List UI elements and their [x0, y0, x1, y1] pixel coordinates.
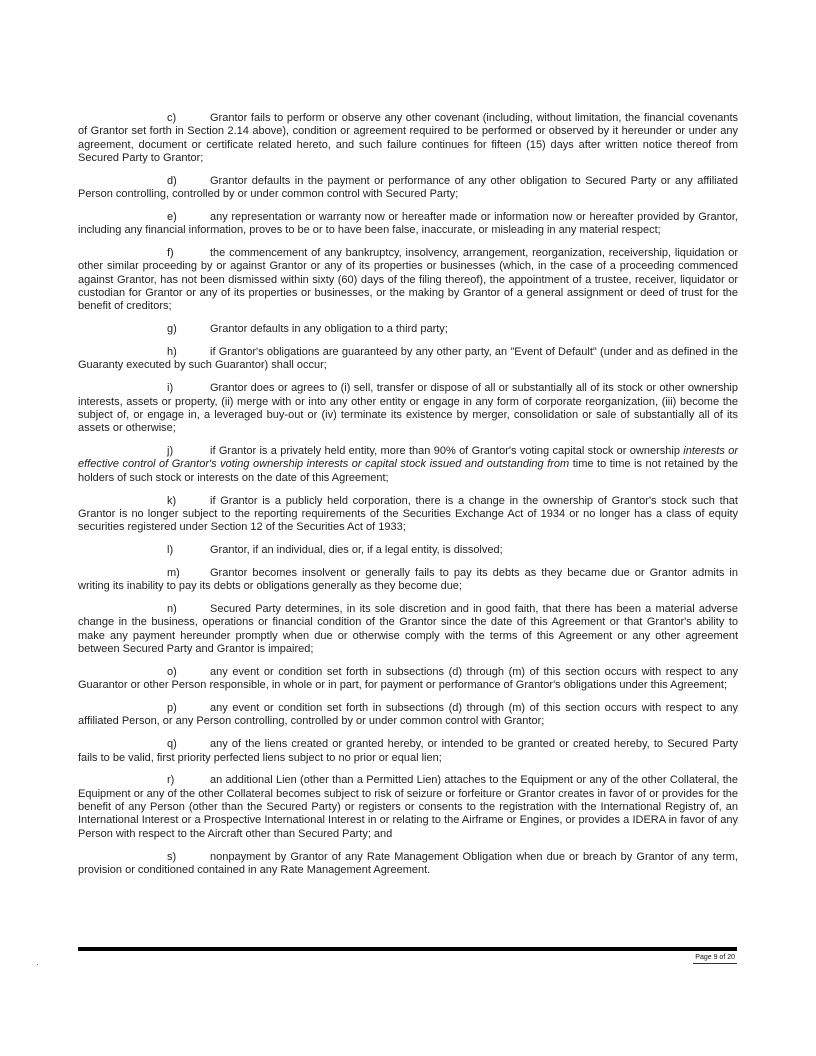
- clause-i: [78, 382, 738, 435]
- clause-label: c): [167, 112, 177, 124]
- clause-label: f): [167, 247, 174, 260]
- clause-label: e): [167, 210, 177, 223]
- clause-l: [78, 544, 738, 557]
- page-number-label: Page 9 of 20: [693, 953, 737, 964]
- clause-text: interests or effective control of Grantor's voting ownership interests or capital stock issued and outstanding from: [78, 445, 738, 471]
- footer-divider: [78, 947, 737, 951]
- clause-m: [78, 567, 738, 594]
- clause-text: if Grantor is a privately held entity, more than 90% of Grantor's voting capital stock or ownership: [210, 445, 684, 458]
- clause-d: [78, 175, 738, 202]
- scan-artifact-dot: .: [36, 957, 39, 968]
- clause-label: j): [167, 445, 174, 458]
- clause-label: n): [167, 603, 177, 616]
- clause-c: [78, 112, 738, 165]
- clause-text: Grantor, if an individual, dies or, if a legal entity, is dissolved;: [210, 544, 503, 557]
- clause-label: o): [167, 665, 177, 678]
- clause-text: any of the liens created or granted hereby, or intended to be granted or created hereby, to Secured Party fails to be valid, first priority perfected liens subject to no prior or equal lien;: [78, 738, 738, 764]
- clause-label: r): [167, 774, 175, 787]
- clause-g: [78, 323, 738, 336]
- clause-label: i): [167, 382, 174, 395]
- clause-text: nonpayment by Grantor of any Rate Management Obligation when due or breach by Grantor of any term, provision or conditioned contained in any Rate Management Agreement.: [78, 850, 738, 876]
- clause-label: k): [167, 494, 177, 507]
- clause-text: any event or condition set forth in subsections (d) through (m) of this section occurs with respect to any Guarantor or other Person responsible, in whole or in part, for payment or performance of Grantor's obligations under this Agreement;: [78, 665, 738, 692]
- clause-text: Grantor defaults in the payment or performance of any other obligation to Secured Party or any affiliated Person controlling, controlled by or under common control with Secured Party;: [78, 174, 738, 201]
- clause-j: [78, 445, 738, 485]
- clause-text: Grantor fails to perform or observe any other covenant (including, without limitation, the financial covenants of Grantor set forth in Section 2.14 above), condition or agreement required to be performed or observed by it hereunder or under any agreement, document or certificate related hereto, and such failure continues for fifteen (15) days after written notice thereof from Secured Party to Grantor;: [78, 112, 738, 164]
- clause-text: time to time is not retained by the holders of such stock or interests on the date of this Agreement;: [78, 458, 738, 484]
- clause-label: d): [167, 174, 177, 187]
- clause-e: [78, 211, 738, 238]
- clause-label: s): [167, 850, 177, 863]
- clause-text: any representation or warranty now or hereafter made or information now or hereafter provided by Grantor, including any financial information, proves to be or to have been false, inaccurate, or misleading in any material respect;: [78, 210, 738, 237]
- clause-h: [78, 346, 738, 373]
- clause-text: Grantor becomes insolvent or generally fails to pay its debts as they became due or Grantor admits in writing its inability to pay its debts or obligations generally as they become due;: [78, 566, 738, 593]
- clause-text: if Grantor's obligations are guaranteed by any other party, an "Event of Default" (under and as defined in the Guaranty executed by such Guarantor) shall occur;: [78, 346, 738, 372]
- clause-n: [78, 603, 738, 656]
- clause-text: if Grantor is a publicly held corporation, there is a change in the ownership of Grantor's stock such that Grantor is no longer subject to the reporting requirements of the Securities Exchange Act of 1934 or no longer has a class of equity securities registered under Section 12 of the Securities Act of 1933;: [78, 494, 738, 534]
- document-body: [78, 112, 738, 887]
- clause-k: [78, 495, 738, 535]
- clause-o: [78, 666, 738, 693]
- clause-text: Grantor does or agrees to (i) sell, transfer or dispose of all or substantially all of its stock or other ownership interests, assets or property, (ii) merge with or into any other entity or engage in any form of corporate reorganization, (iii) become the subject of, or engage in, a leveraged buy-out or (iv) terminate its existence by merger, consolidation or sale of substantially all of its assets or otherwise;: [78, 382, 738, 435]
- clause-s: [78, 851, 738, 878]
- clause-label: q): [167, 738, 177, 751]
- clause-label: p): [167, 702, 177, 715]
- clause-label: l): [167, 544, 174, 557]
- clause-f: [78, 247, 738, 313]
- clause-label: h): [167, 346, 177, 359]
- clause-text: Grantor defaults in any obligation to a third party;: [210, 323, 448, 336]
- clause-text: an additional Lien (other than a Permitted Lien) attaches to the Equipment or any of the other Collateral, the Equipment or any of the other Collateral becomes subject to risk of seizure or forfeiture or Grantor creates in favor of or provides for the benefit of any Person (other than the Secured Party) or registers or consents to the registration with the International Registry of, an International Interest or a Prospective International Interest in or relating to the Airframe or Engines, or provides a IDERA in favor of any Person with respect to the Aircraft other than Secured Party; and: [78, 774, 738, 840]
- clause-p: [78, 702, 738, 729]
- clause-label: g): [167, 323, 177, 336]
- clause-q: [78, 738, 738, 765]
- clause-r: [78, 774, 738, 840]
- clause-text: the commencement of any bankruptcy, insolvency, arrangement, reorganization, receivership, liquidation or other similar proceeding by or against Grantor or any of its properties or businesses (which, in the case of a proceeding commenced against Grantor, has not been dismissed within sixty (60) days of the filing thereof), the appointment of a trustee, receiver, liquidator or custodian for Grantor or any of its properties or businesses, or the making by Grantor of a general assignment or deed of trust for the benefit of creditors;: [78, 247, 738, 313]
- clause-text: Secured Party determines, in its sole discretion and in good faith, that there has been a material adverse change in the business, operations or financial condition of the Grantor since the date of this Agreement or that Grantor's ability to make any payment hereunder promptly when due or otherwise comply with the terms of this Agreement or any other agreement between Secured Party and Grantor is impaired;: [78, 603, 738, 656]
- clause-text: any event or condition set forth in subsections (d) through (m) of this section occurs with respect to any affiliated Person, or any Person controlling, controlled by or under common control with Grantor;: [78, 702, 738, 728]
- clause-label: m): [167, 566, 180, 579]
